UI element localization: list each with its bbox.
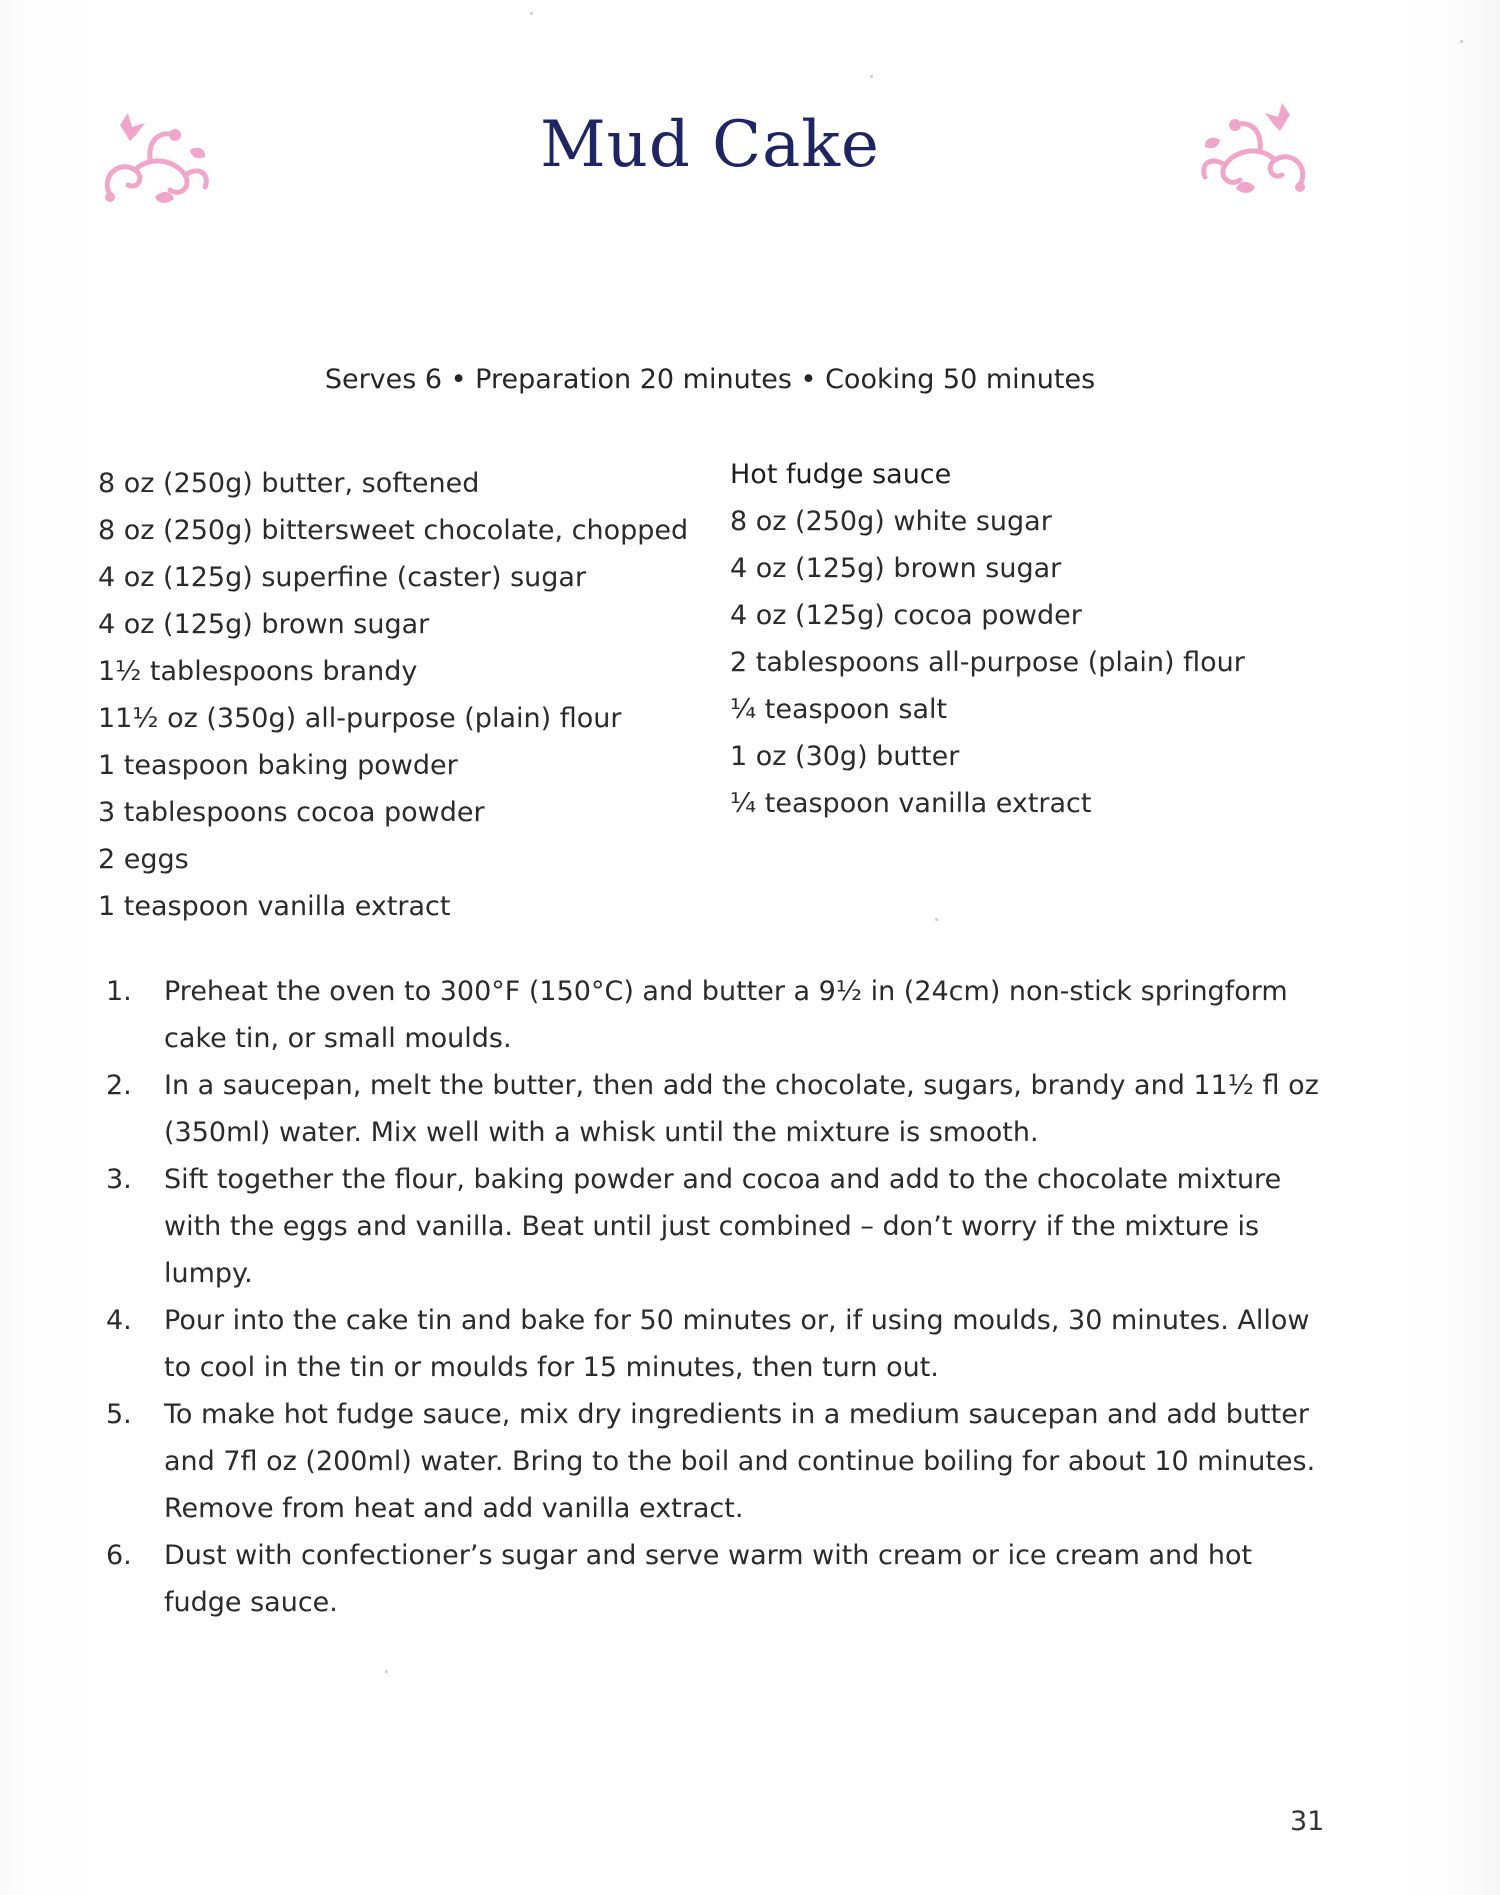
step-text: To make hot fudge sauce, mix dry ingredients in a medium saucepan and add butter and 7fl oz (200ml) water. Bring to the boil and continue boiling for about 10 minutes. Remove from heat and add vanilla extract.: [164, 1399, 1316, 1524]
step-text: Sift together the flour, baking powder and cocoa and add to the chocolate mixture with the eggs and vanilla. Beat until just combined – don’t worry if the mixture is lumpy.: [164, 1164, 1282, 1289]
ingredient-item: 4 oz (125g) superfine (caster) sugar: [98, 562, 587, 593]
method-step: [100, 1156, 1330, 1297]
step-number: 4.: [106, 1305, 132, 1336]
method-step: [100, 1391, 1330, 1532]
page-number: 31: [1290, 1806, 1325, 1837]
ingredient-item: 1 teaspoon vanilla extract: [98, 891, 451, 922]
ingredient-item: 4 oz (125g) brown sugar: [730, 553, 1062, 584]
method-step: [100, 968, 1330, 1062]
step-number: 1.: [106, 976, 132, 1007]
method-step: [100, 1297, 1330, 1391]
ingredient-item: 8 oz (250g) white sugar: [730, 506, 1052, 537]
step-number: 3.: [106, 1164, 132, 1195]
ingredient-item: 4 oz (125g) cocoa powder: [730, 600, 1082, 631]
step-number: 2.: [106, 1070, 132, 1101]
step-text: Pour into the cake tin and bake for 50 minutes or, if using moulds, 30 minutes. Allow to cool in the tin or moulds for 15 minutes, then turn out.: [164, 1305, 1310, 1383]
ingredient-item: 3 tablespoons cocoa powder: [98, 797, 485, 828]
method-step: [100, 1532, 1330, 1626]
recipe-meta: Serves 6 • Preparation 20 minutes • Cooking 50 minutes: [324, 364, 1096, 395]
scan-speck: [870, 75, 873, 78]
ingredient-item: 1 oz (30g) butter: [730, 741, 960, 772]
sauce-heading: Hot fudge sauce: [730, 459, 952, 490]
method-steps: [100, 968, 1330, 1626]
ingredient-item: 2 eggs: [98, 844, 189, 875]
step-text: Preheat the oven to 300°F (150°C) and butter a 9½ in (24cm) non-stick springform cake tin, or small moulds.: [164, 976, 1288, 1054]
ingredient-item: 11½ oz (350g) all-purpose (plain) flour: [98, 703, 622, 734]
ingredient-item: 8 oz (250g) bittersweet chocolate, chopped: [98, 515, 689, 546]
ingredient-item: 1½ tablespoons brandy: [98, 656, 418, 687]
ingredient-item: 8 oz (250g) butter, softened: [98, 468, 480, 499]
scan-speck: [385, 1670, 388, 1673]
ingredient-item: ¼ teaspoon vanilla extract: [730, 788, 1092, 819]
scan-speck: [1460, 40, 1463, 43]
scan-speck: [935, 918, 938, 921]
step-number: 5.: [106, 1399, 132, 1430]
step-text: Dust with confectioner’s sugar and serve warm with cream or ice cream and hot fudge sauce.: [164, 1540, 1253, 1618]
ingredient-item: 4 oz (125g) brown sugar: [98, 609, 430, 640]
scan-speck: [530, 12, 533, 15]
recipe-title: Mud Cake: [540, 108, 880, 182]
method-step: [100, 1062, 1330, 1156]
sauce-ingredients-list: [730, 451, 1245, 827]
ingredient-item: ¼ teaspoon salt: [730, 694, 948, 725]
step-number: 6.: [106, 1540, 132, 1571]
cake-ingredients-list: [98, 460, 688, 930]
step-text: In a saucepan, melt the butter, then add the chocolate, sugars, brandy and 11½ fl oz (350ml) water. Mix well with a whisk until the mixture is smooth.: [164, 1070, 1319, 1148]
ingredient-item: 2 tablespoons all-purpose (plain) flour: [730, 647, 1245, 678]
ingredient-item: 1 teaspoon baking powder: [98, 750, 458, 781]
